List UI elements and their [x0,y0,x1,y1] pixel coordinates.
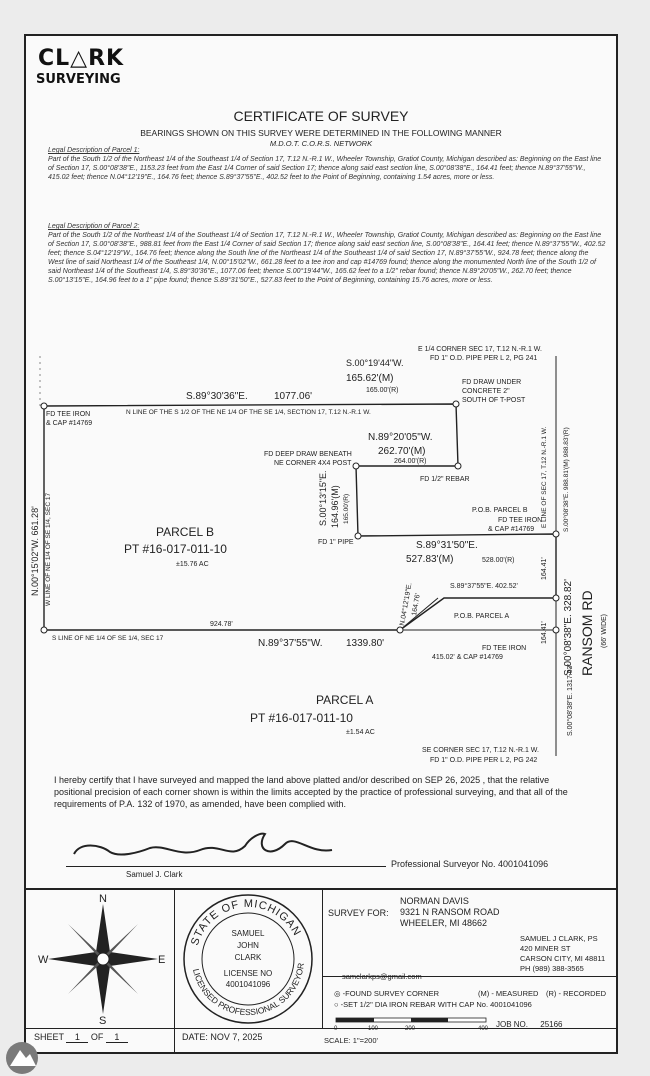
ransom-width: (66' WIDE) [601,613,608,648]
seal-l2: JOHN [237,941,259,950]
fd-draw-3: SOUTH OF T-POST [462,397,526,404]
client-addr2: WHEELER, MI 48662 [400,918,488,928]
parcel-b-acres: ±15.76 AC [176,561,209,568]
corner-nw [41,403,47,409]
legend-measured: (M) - MEASURED [478,989,539,998]
corner-sw [41,627,47,633]
west-line-label: W LINE OF NE 1/4 OF SE 1/4, SEC 17 [45,492,52,606]
seal-top: STATE OF MICHIGAN [188,897,304,948]
logo-clark: CL△RK [38,46,125,71]
parcel-b-pt: PT #16-017-011-10 [124,542,227,556]
legend-found: ◎ -FOUND SURVEY CORNER [334,989,440,998]
scale-tick-0: 0 [334,1026,338,1032]
compass-w: W [38,954,49,966]
fd-deep-2: NE CORNER 4X4 POST [274,460,352,467]
firm-addr2: CARSON CITY, MI 48811 [520,954,606,963]
bearing-note: BEARINGS SHOWN ON THIS SURVEY WERE DETERMINED IN THE FOLLOWING MANNER [140,128,502,138]
survey-sheet [24,34,618,1054]
network-note: M.D.O.T. C.O.R.S. NETWORK [269,139,373,148]
pob-b: P.O.B. PARCEL B [472,507,528,514]
job-no: 25166 [540,1020,563,1029]
legend-found-text: -FOUND SURVEY CORNER [342,989,440,998]
se-corner: SE CORNER SEC 17, T.12 N.-R.1 W. [422,747,539,754]
legal-parcel-1 [48,146,606,182]
sheet-total: 1 [106,1032,128,1043]
fd-draw-1: FD DRAW UNDER [462,379,522,386]
parcel-b-label: PARCEL B [156,525,215,539]
corner-s [397,627,403,633]
date-label: DATE: [182,1032,208,1042]
b4-measured: 527.83'(M) [406,554,454,565]
legend-set: ○ -SET 1/2" DIA IRON REBAR WITH CAP No. 4001041096 [334,1000,532,1009]
b2-measured: 262.70'(M) [378,446,426,457]
signature-line [66,866,386,867]
legal-parcel-2-text: Part of the South 1/2 of the Northeast 1/4 of the Southeast 1/4 of Section 17, T.12 N.-R.1 W., Wheeler Township, Gratiot County, Michigan described as: Beginning on the East line of Section 17, S.00°08'38"E., 988.81 feet from the East 1/4 Corner of said Section 17; thence along said east section line, S.00°08'38"E., 164.41 feet; thence N.89°37'55"W., 402.52 feet; thence S.04°12'19"W., 164.76 feet; thence along the South line of the Northeast 1/4 of the Southeast 1/4 of said Section 17, N.89°37'55"W., 924.78 feet; thence along the West line of said Northeast 1/4 of the Southeast 1/4, N.00°15'02"W., 661.28 feet to a tee iron and cap #14769 found; thence along the monumented North line of the South 1/2 of said Northeast 1/4 of the Southeast 1/4, S.89°30'36"E., 1077.06 feet; thence S.00°19'44"W., 165.62 feet to a 1/2" rebar found; thence N.89°20'05"W., 262.70 feet; thence S.00°13'15"E., 164.96 feet to a 1" pipe found; thence S.89°31'50"E., 527.83 feet to the Point of Beginning, containing 15.76 acres, more or less. [48,232,606,284]
fd-tee-b: FD TEE IRON [498,517,543,524]
logo-surveying: SURVEYING [36,72,121,87]
scale-field [324,1036,378,1045]
certificate-title: CERTIFICATE OF SURVEY [233,108,409,124]
scale-value: 1"=200' [352,1036,378,1045]
fd-tee-iron-nw: FD TEE IRON [46,411,91,418]
scale-label: SCALE: [324,1036,351,1045]
seal-l3: CLARK [234,953,262,962]
surveyor-signature [70,824,340,868]
firm-addr1: 420 MINER ST [520,944,571,953]
east-b2: S.00°08'38"E. 1317.63' [567,664,574,736]
seal-bottom: LICENSED PROFESSIONAL SURVEYOR [190,962,306,1018]
e-quarter-fd: FD 1" O.D. PIPE PER L 2, PG 241 [430,355,538,362]
client-name: NORMAN DAVIS [400,896,469,906]
seal-l5: 4001041096 [225,980,271,989]
survey-map [26,336,616,776]
b2-recorded: 264.00'(R) [394,458,427,465]
b2-bearing: N.89°20'05"W. [368,432,433,443]
se-fd: FD 1" O.D. PIPE PER L 2, PG 242 [430,757,538,764]
north-distance: 1077.06' [274,391,313,402]
survey-for-label: SURVEY FOR: [328,908,389,918]
of-label: OF [90,1032,104,1042]
north-bearing: S.89°30'36"E. [186,391,248,402]
compass-s: S [99,1015,107,1024]
b1-recorded: 165.00'(R) [366,387,399,394]
b4-recorded: 528.00'(R) [482,557,515,564]
mountain-logo-icon [4,1040,40,1076]
parcel-boundary [44,404,556,630]
corner-pipe [355,533,361,539]
compass-e: E [158,954,166,966]
b3-bearing: S.00°13'15"E. [318,470,328,526]
b3-recorded: 165.00'(R) [343,493,350,524]
firm-name: SAMUEL J CLARK, PS [520,934,598,943]
fd-rebar: FD 1/2" REBAR [420,476,470,483]
fd-cap-b: & CAP #14769 [488,526,535,533]
b6-bearing: N.04°12'19"E. [399,582,414,627]
fd-cap-nw: & CAP #14769 [46,420,93,427]
ransom-road: RANSOM RD [579,590,595,676]
scale-tick-400: 400 [478,1026,489,1032]
fd-tee-a2: 415.02' & CAP #14769 [432,654,503,661]
seal-l1: SAMUEL [231,929,265,938]
legal-parcel-2 [48,222,606,285]
surveyor-seal [178,892,318,1026]
fd-deep-1: FD DEEP DRAW BENEATH [264,451,352,458]
south-line-label: S LINE OF NE 1/4 OF SE 1/4, SEC 17 [52,635,164,642]
parcel-a-label: PARCEL A [316,693,374,707]
d924: 924.78' [210,621,233,628]
corner-n-draw [453,401,459,407]
fd-pipe: FD 1" PIPE [318,539,354,546]
certification-text: I hereby certify that I have surveyed and mapped the land above platted and/or described on SEP 26, 2025 , that the relative positional precision of each corner shown is within the limits accepted by the practice of professional surveying, and that all of the requirements of P.A. 132 of 1970, as amended, have been complied with. [54,775,568,809]
east-b1: S.00°08'38"E. 988.81'(M) 988.83'(R) [563,427,570,532]
east-line-label: E LINE OF SEC 17, T.12 N.-R.1 W. [541,426,548,528]
d164-bot: 164.41' [541,621,548,644]
b1-measured: 165.62'(M) [346,373,394,384]
east-main-bearing: S.00°08'38"E. 328.82' [563,579,574,676]
b3-measured: 164.96'(M) [330,485,340,528]
corner-pob-b [553,531,559,537]
surveyor-name: Samuel J. Clark [126,870,183,879]
legend-set-text: -SET 1/2" DIA IRON REBAR WITH CAP No. 4001041096 [340,1000,532,1009]
scale-bar [330,1016,490,1032]
north-arrow-icon [38,894,168,1024]
d164-top: 164.41' [541,557,548,580]
fd-tee-a: FD TEE IRON [482,645,527,652]
client-addr1: 9321 N RANSOM ROAD [400,907,500,917]
pob-a: P.O.B. PARCEL A [454,613,510,620]
date-field [182,1032,262,1042]
b5: S.89°37'55"E. 402.52' [450,583,518,590]
north-line-label: N LINE OF THE S 1/2 OF THE NE 1/4 OF THE SE 1/4, SECTION 17, T.12 N.-R.1 W. [126,409,371,416]
sheet-field [34,1032,128,1043]
legal-parcel-1-text: Part of the South 1/2 of the Northeast 1/4 of the Southeast 1/4 of Section 17, T.12 N.-R.1 W., Wheeler Township, Gratiot County, Michigan described as: Beginning on the East line of Section 17, S.00°08'38"E., 1153.23 feet from the East 1/4 Corner of said Section 17; thence along said east section line, S.00°08'38"E., 164.41 feet; thence N.89°37'55"W., 415.02 feet; thence N.04°12'19"E., 164.76 feet; thence S.89°37'55"E., 402.52 feet to the Point of Beginning, containing 1.54 acres, more or less. [48,156,602,181]
seal-l4: LICENSE NO [223,969,273,978]
scale-tick-100: 100 [368,1026,379,1032]
prof-surveyor-no: Professional Surveyor No. 4001041096 [391,859,549,869]
title-block-divider-2 [322,888,323,1028]
b4-bearing: S.89°31'50"E. [416,540,478,551]
corner-deep-draw [353,463,359,469]
date-value: NOV 7, 2025 [210,1032,263,1042]
e-quarter-corner: E 1/4 CORNER SEC 17, T.12 N.-R.1 W. [418,346,542,353]
corner-se [553,627,559,633]
south-distance: 1339.80' [346,638,385,649]
parcel-a-pt: PT #16-017-011-10 [250,711,353,725]
firm-email: samclarkps@gmail.com [342,972,422,981]
south-bearing: N.89°37'55"W. [258,638,323,649]
legal-parcel-1-heading: Legal Description of Parcel 1: [48,147,140,154]
title-block-divider-1 [174,888,175,1054]
scale-tick-200: 200 [405,1026,416,1032]
job-field [496,1020,563,1029]
corner-rebar [455,463,461,469]
west-bearing: N.00°15'02"W. 661.28' [30,506,40,596]
corner-pob-a [553,595,559,601]
sheet-no: 1 [66,1032,88,1043]
legal-parcel-2-heading: Legal Description of Parcel 2: [48,223,140,230]
firm-phone: PH (989) 388-3565 [520,964,584,973]
sheet-label: SHEET [34,1032,64,1042]
legend-recorded: (R) - RECORDED [546,989,606,998]
compass-n: N [99,894,107,905]
b1-bearing: S.00°19'44"W. [346,358,404,368]
job-label: JOB NO. [496,1020,529,1029]
parcel-a-acres: ±1.54 AC [346,729,375,736]
fd-draw-2: CONCRETE 2" [462,388,510,395]
b6-distance: 164.76' [411,592,422,617]
